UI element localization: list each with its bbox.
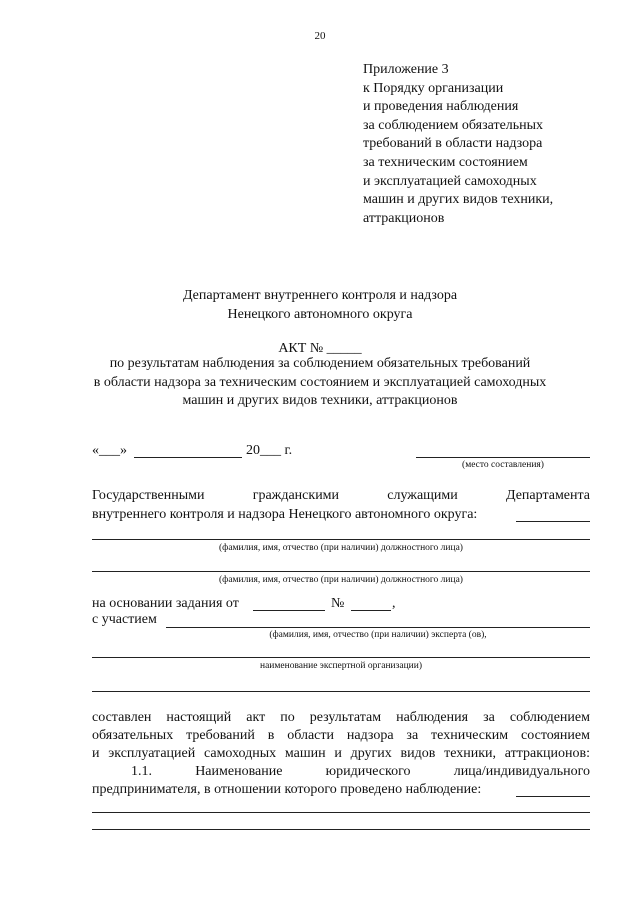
composed-line-2: обязательных требований в области надзора за техническим состоянием: [92, 728, 590, 743]
appendix-line: за техническим состоянием: [363, 154, 528, 170]
appendix-line: за соблюдением обязательных: [363, 117, 544, 133]
item-1-1-line-2: предпринимателя, в отношении которого проведено наблюдение:: [92, 782, 482, 797]
date-year: 20___ г.: [246, 443, 293, 458]
basis-date-line[interactable]: [253, 610, 325, 611]
expert-org-line-2[interactable]: [92, 691, 590, 692]
appendix-line: к Порядку организации: [363, 80, 504, 96]
participation-line[interactable]: [166, 627, 590, 628]
act-subtitle-line: машин и других видов техники, аттракционов: [182, 393, 458, 408]
composed-line-3: и эксплуатацией самоходных машин и других видов техники, аттракционов:: [92, 746, 590, 761]
expert-note: (фамилия, имя, отчество (при наличии) эксперта (ов),: [269, 630, 487, 640]
date-month-line[interactable]: [134, 457, 242, 458]
officials-word: Департамента: [505, 488, 591, 503]
item-line-3[interactable]: [92, 829, 590, 830]
act-title: АКТ № _____: [278, 341, 362, 356]
expert-org-note: наименование экспертной организации): [260, 661, 422, 671]
date-open: «___»: [92, 443, 127, 458]
participation-label: с участием: [92, 612, 157, 627]
basis-suffix: ,: [392, 596, 396, 611]
appendix-line: машин и других видов техники,: [363, 192, 554, 208]
composed-line-1: составлен настоящий акт по результатам наблюдения за соблюдением: [92, 710, 590, 725]
act-subtitle: [0, 355, 640, 411]
item-word: юридического: [325, 764, 411, 779]
officials-word: гражданскими: [252, 488, 340, 503]
department-name: [0, 286, 640, 324]
basis-number-line[interactable]: [351, 610, 391, 611]
department-line: Департамент внутреннего контроля и надзора: [182, 288, 458, 303]
appendix-block: [363, 61, 553, 228]
officials-line-2: внутреннего контроля и надзора Ненецкого автономного округа:: [92, 507, 478, 522]
appendix-line: Приложение 3: [363, 62, 449, 77]
item-1-1-line-1: [131, 764, 590, 780]
act-subtitle-line: по результатам наблюдения за соблюдением обязательных требований: [109, 356, 531, 371]
item-line-2[interactable]: [92, 812, 590, 813]
officials-fill-line[interactable]: [516, 521, 590, 522]
place-note: (место составления): [462, 460, 544, 470]
basis-number-sign: №: [331, 596, 345, 611]
appendix-line: и эксплуатацией самоходных: [363, 173, 537, 189]
appendix-line: аттракционов: [363, 210, 445, 226]
officials-word: служащими: [387, 488, 458, 503]
act-subtitle-line: в области надзора за техническим состоянием и эксплуатацией самоходных: [93, 374, 547, 390]
official-2-line[interactable]: [92, 571, 590, 572]
official-1-line[interactable]: [92, 539, 590, 540]
department-line: Ненецкого автономного округа: [227, 307, 413, 322]
item-word: 1.1. Наименование: [131, 764, 283, 779]
page-number: 20: [314, 30, 326, 42]
expert-org-line[interactable]: [92, 657, 590, 658]
appendix-line: требований в области надзора: [363, 136, 543, 152]
officials-line-1: [92, 488, 590, 504]
item-fill-line[interactable]: [516, 796, 590, 797]
official-1-note: (фамилия, имя, отчество (при наличии) должностного лица): [219, 543, 463, 553]
official-2-note: (фамилия, имя, отчество (при наличии) должностного лица): [219, 575, 463, 585]
basis-prefix: на основании задания от: [92, 596, 239, 611]
place-line[interactable]: [416, 457, 590, 458]
appendix-line: и проведения наблюдения: [363, 99, 519, 115]
officials-word: Государственными: [92, 488, 205, 503]
item-word: лица/индивидуального: [453, 764, 591, 779]
